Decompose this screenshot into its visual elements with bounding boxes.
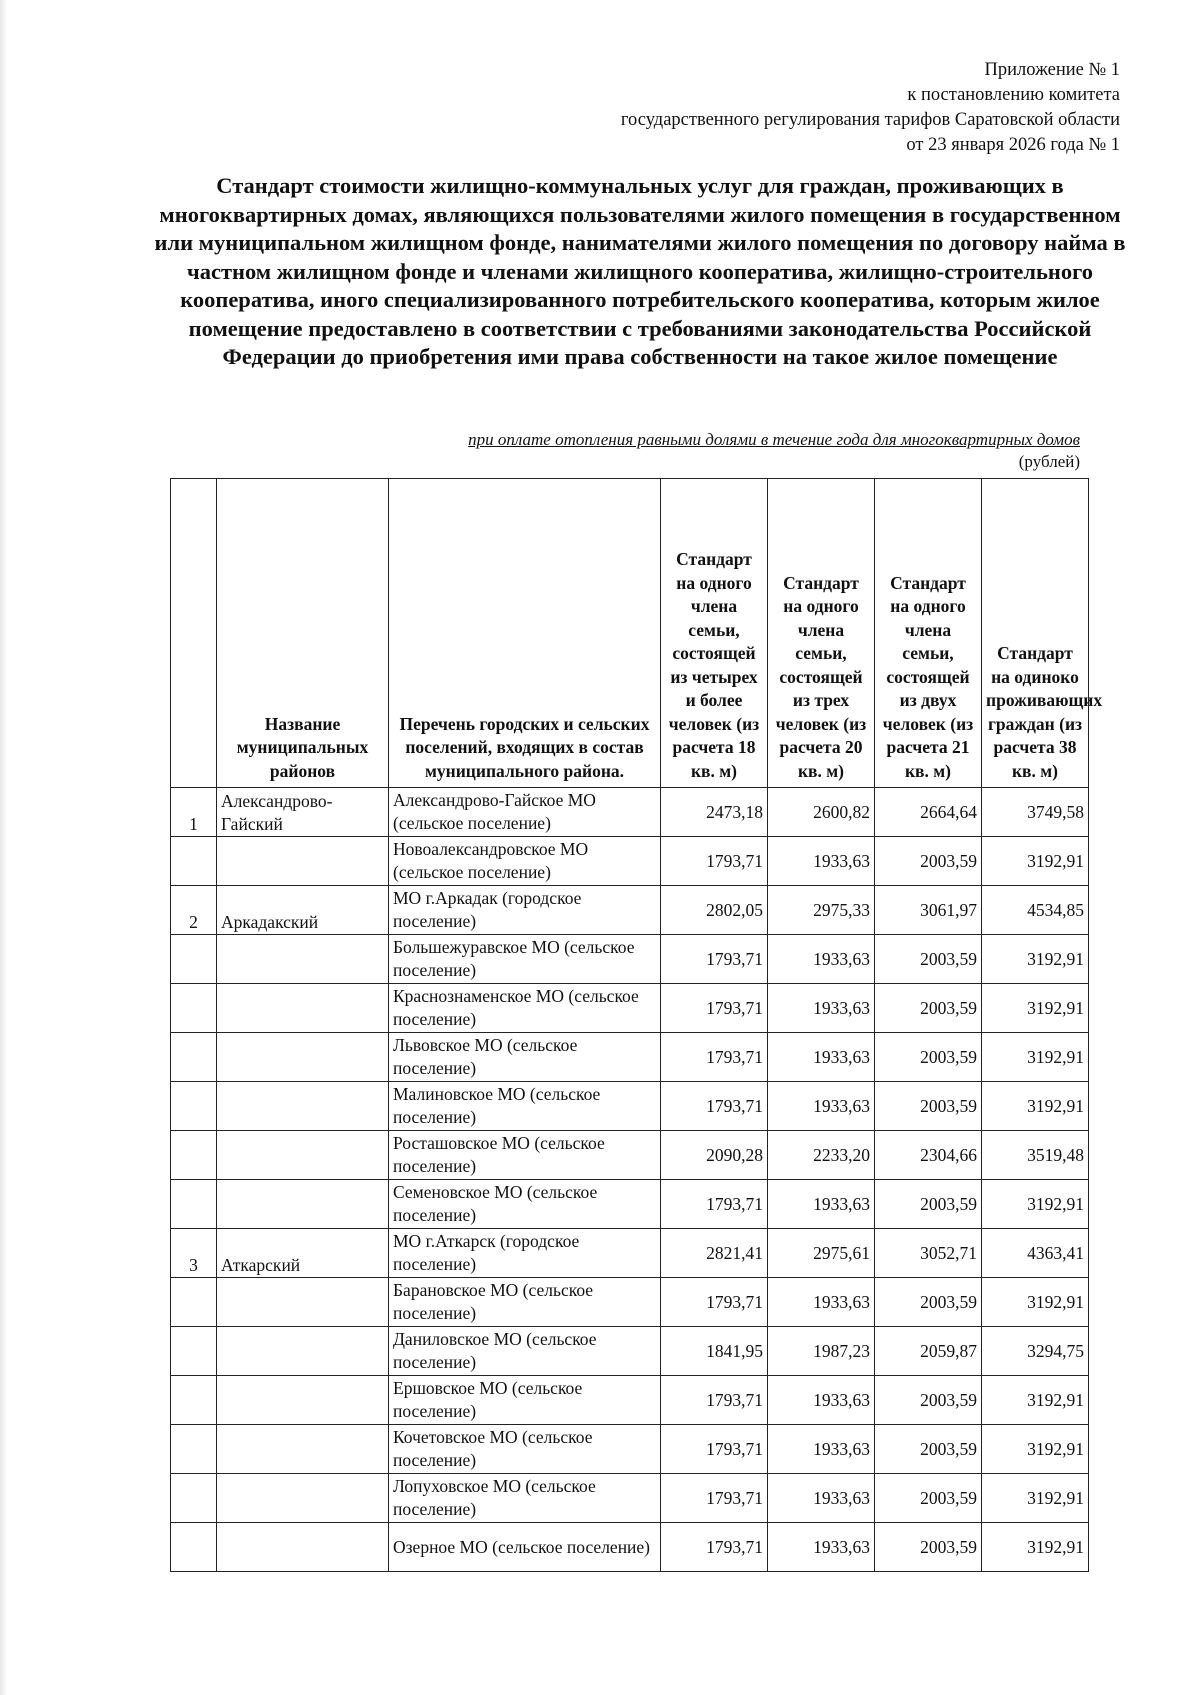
appendix-line: от 23 января 2026 года № 1: [906, 135, 1120, 155]
appendix-line: к постановлению комитета: [907, 85, 1120, 105]
standard-three-persons: 1933,63: [768, 1425, 875, 1474]
district-name: [217, 1082, 389, 1131]
table-row: [171, 886, 1089, 935]
appendix-line: Приложение № 1: [984, 60, 1120, 80]
standard-two-persons: 2304,66: [875, 1131, 982, 1180]
district-name: [217, 984, 389, 1033]
standard-three-persons: 2975,33: [768, 886, 875, 935]
standard-three-persons: 1933,63: [768, 837, 875, 886]
table-row: [171, 1327, 1089, 1376]
standard-two-persons: 3061,97: [875, 886, 982, 935]
table-subtitle: при оплате отопления равными долями в течение года для многоквартирных домов: [468, 430, 1080, 449]
standard-three-persons: 1933,63: [768, 1474, 875, 1523]
standard-single: 4534,85: [982, 886, 1089, 935]
settlement-name: Большежуравское МО (сельское поселение): [389, 935, 661, 984]
row-number: [171, 1425, 217, 1474]
settlement-name: Барановское МО (сельское поселение): [389, 1278, 661, 1327]
district-name: [217, 1425, 389, 1474]
standard-single: 3192,91: [982, 1474, 1089, 1523]
standard-single: 3519,48: [982, 1131, 1089, 1180]
row-number: 1: [171, 788, 217, 837]
settlement-name: Озерное МО (сельское поселение): [389, 1523, 661, 1572]
standard-two-persons: 2003,59: [875, 1082, 982, 1131]
standard-three-persons: 2975,61: [768, 1229, 875, 1278]
settlement-name: Росташовское МО (сельское поселение): [389, 1131, 661, 1180]
header-four-persons: Стандарт на одного члена семьи, состоящей из четырех и более человек (из расчета 18 кв. м): [661, 479, 768, 788]
table-row: [171, 1033, 1089, 1082]
row-number: [171, 837, 217, 886]
standard-two-persons: 2003,59: [875, 837, 982, 886]
standard-single: 3192,91: [982, 1033, 1089, 1082]
row-number: [171, 984, 217, 1033]
appendix-header: [621, 58, 1120, 158]
row-number: [171, 1131, 217, 1180]
table-row: [171, 984, 1089, 1033]
standard-four-persons: 1793,71: [661, 935, 768, 984]
header-district: Название муниципальных районов: [217, 479, 389, 788]
standard-three-persons: 1933,63: [768, 935, 875, 984]
standard-single: 3294,75: [982, 1327, 1089, 1376]
standard-four-persons: 1793,71: [661, 984, 768, 1033]
standard-two-persons: 2003,59: [875, 1376, 982, 1425]
standard-four-persons: 1793,71: [661, 837, 768, 886]
table-row: [171, 1131, 1089, 1180]
header-single: Стандарт на одиноко проживающих граждан (из расчета 38 кв. м): [982, 479, 1089, 788]
table-row: [171, 1376, 1089, 1425]
settlement-name: Краснознаменское МО (сельское поселение): [389, 984, 661, 1033]
table-row: [171, 1082, 1089, 1131]
standard-single: 3192,91: [982, 1278, 1089, 1327]
standard-four-persons: 2821,41: [661, 1229, 768, 1278]
district-name: [217, 1474, 389, 1523]
standard-three-persons: 1933,63: [768, 984, 875, 1033]
row-number: [171, 935, 217, 984]
table-row: [171, 935, 1089, 984]
settlement-name: Кочетовское МО (сельское поселение): [389, 1425, 661, 1474]
settlement-name: Новоалександровское МО (сельское поселение): [389, 837, 661, 886]
header-number: [171, 479, 217, 788]
standard-three-persons: 1933,63: [768, 1082, 875, 1131]
standard-two-persons: 2003,59: [875, 1425, 982, 1474]
standard-two-persons: 2003,59: [875, 935, 982, 984]
standard-two-persons: 2664,64: [875, 788, 982, 837]
district-name: [217, 1278, 389, 1327]
row-number: [171, 1474, 217, 1523]
row-number: [171, 1523, 217, 1572]
settlement-name: МО г.Аткарск (городское поселение): [389, 1229, 661, 1278]
standard-two-persons: 3052,71: [875, 1229, 982, 1278]
standard-single: 3192,91: [982, 984, 1089, 1033]
district-name: [217, 1033, 389, 1082]
row-number: [171, 1327, 217, 1376]
settlement-name: Семеновское МО (сельское поселение): [389, 1180, 661, 1229]
standard-single: 3192,91: [982, 1082, 1089, 1131]
standard-single: 3749,58: [982, 788, 1089, 837]
settlement-name: Александрово-Гайское МО (сельское поселение): [389, 788, 661, 837]
row-number: 2: [171, 886, 217, 935]
standard-three-persons: 1933,63: [768, 1523, 875, 1572]
standard-four-persons: 2473,18: [661, 788, 768, 837]
standard-two-persons: 2003,59: [875, 1474, 982, 1523]
district-name: [217, 837, 389, 886]
table-header-row: [171, 479, 1089, 788]
settlement-name: МО г.Аркадак (городское поселение): [389, 886, 661, 935]
district-name: [217, 1131, 389, 1180]
standard-three-persons: 1933,63: [768, 1180, 875, 1229]
district-name: [217, 1523, 389, 1572]
header-three-persons: Стандарт на одного члена семьи, состоящей из трех человек (из расчета 20 кв. м): [768, 479, 875, 788]
district-name: [217, 1376, 389, 1425]
district-name: Александрово-Гайский: [217, 788, 389, 837]
district-name: Аткарский: [217, 1229, 389, 1278]
standard-single: 3192,91: [982, 1376, 1089, 1425]
settlement-name: Малиновское МО (сельское поселение): [389, 1082, 661, 1131]
standard-three-persons: 2233,20: [768, 1131, 875, 1180]
table-row: [171, 837, 1089, 886]
units-label: (рублей): [1018, 452, 1080, 471]
standard-four-persons: 1793,71: [661, 1474, 768, 1523]
district-name: [217, 1327, 389, 1376]
standard-four-persons: 1793,71: [661, 1033, 768, 1082]
table-row: [171, 1278, 1089, 1327]
standard-four-persons: 2802,05: [661, 886, 768, 935]
standard-four-persons: 2090,28: [661, 1131, 768, 1180]
document-title: Стандарт стоимости жилищно-коммунальных услуг для граждан, проживающих в многоквартирных домах, являющихся пользователями жилого помещения в государственном или муниципальном жилищном фонде, нанимателями жилого помещения по договору найма в частном жилищном фонде и членами жилищного кооператива, жилищно-строительного кооператива, иного специализированного потребительского кооператива, которым жилое помещение предоставлено в соответствии с требованиями законодательства Российской Федерации до приобретения ими права собственности на такое жилое помещение: [154, 173, 1126, 369]
standard-two-persons: 2059,87: [875, 1327, 982, 1376]
district-name: Аркадакский: [217, 886, 389, 935]
standard-two-persons: 2003,59: [875, 1033, 982, 1082]
table-row: [171, 788, 1089, 837]
standard-single: 4363,41: [982, 1229, 1089, 1278]
standard-single: 3192,91: [982, 1180, 1089, 1229]
settlement-name: Даниловское МО (сельское поселение): [389, 1327, 661, 1376]
standard-single: 3192,91: [982, 837, 1089, 886]
standard-three-persons: 1987,23: [768, 1327, 875, 1376]
standards-table: [170, 478, 1103, 1572]
standard-four-persons: 1793,71: [661, 1082, 768, 1131]
page-edge: [0, 0, 7, 1695]
standard-single: 3192,91: [982, 1523, 1089, 1572]
standard-two-persons: 2003,59: [875, 1523, 982, 1572]
settlement-name: Ершовское МО (сельское поселение): [389, 1376, 661, 1425]
settlement-name: Лопуховское МО (сельское поселение): [389, 1474, 661, 1523]
district-name: [217, 935, 389, 984]
table-row: [171, 1229, 1089, 1278]
standard-single: 3192,91: [982, 935, 1089, 984]
table-row: [171, 1474, 1089, 1523]
standard-three-persons: 1933,63: [768, 1376, 875, 1425]
table-row: [171, 1180, 1089, 1229]
appendix-line: государственного регулирования тарифов Саратовской области: [620, 110, 1120, 130]
table-row: [171, 1425, 1089, 1474]
row-number: [171, 1082, 217, 1131]
row-number: [171, 1278, 217, 1327]
standard-two-persons: 2003,59: [875, 984, 982, 1033]
standard-four-persons: 1793,71: [661, 1425, 768, 1474]
standard-four-persons: 1793,71: [661, 1278, 768, 1327]
standard-single: 3192,91: [982, 1425, 1089, 1474]
row-number: 3: [171, 1229, 217, 1278]
table-row: [171, 1523, 1089, 1572]
standard-four-persons: 1793,71: [661, 1376, 768, 1425]
standard-two-persons: 2003,59: [875, 1278, 982, 1327]
standard-two-persons: 2003,59: [875, 1180, 982, 1229]
standard-three-persons: 1933,63: [768, 1033, 875, 1082]
row-number: [171, 1033, 217, 1082]
header-settlements: Перечень городских и сельских поселений, входящих в состав муниципального района.: [389, 479, 661, 788]
standard-four-persons: 1793,71: [661, 1523, 768, 1572]
standard-four-persons: 1793,71: [661, 1180, 768, 1229]
standard-three-persons: 2600,82: [768, 788, 875, 837]
row-number: [171, 1376, 217, 1425]
settlement-name: Львовское МО (сельское поселение): [389, 1033, 661, 1082]
header-two-persons: Стандарт на одного члена семьи, состоящей из двух человек (из расчета 21 кв. м): [875, 479, 982, 788]
standard-four-persons: 1841,95: [661, 1327, 768, 1376]
standard-three-persons: 1933,63: [768, 1278, 875, 1327]
row-number: [171, 1180, 217, 1229]
district-name: [217, 1180, 389, 1229]
